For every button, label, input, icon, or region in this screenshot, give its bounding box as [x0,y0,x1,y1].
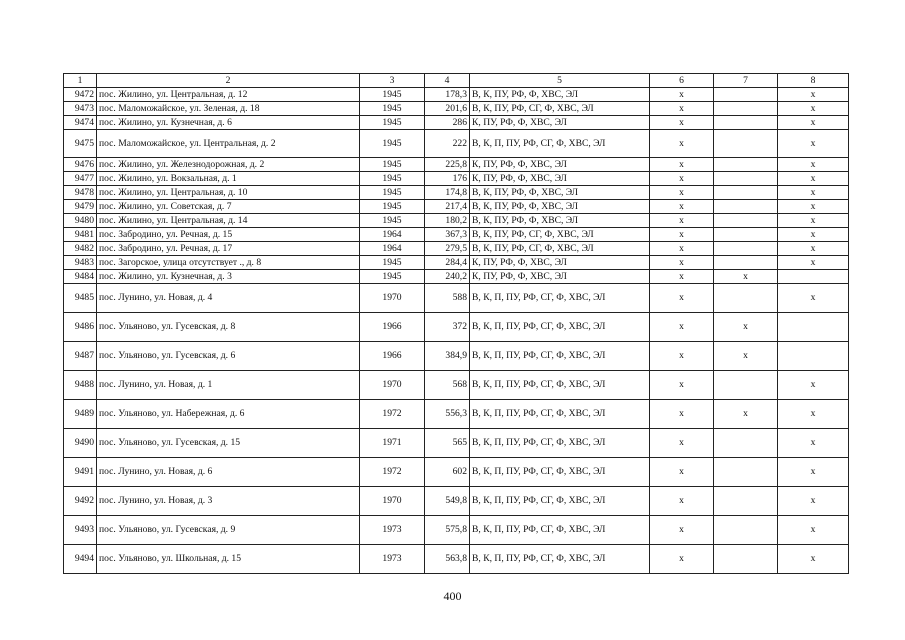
record-number-cell: 9493 [64,516,97,545]
services-cell: В, К, П, ПУ, РФ, СГ, Ф, ХВС, ЭЛ [470,313,650,342]
services-cell: В, К, П, ПУ, РФ, СГ, Ф, ХВС, ЭЛ [470,400,650,429]
area-cell: 602 [425,458,470,487]
record-number-cell: 9473 [64,102,97,116]
record-number-cell: 9474 [64,116,97,130]
flag-cell-7 [714,487,778,516]
year-cell: 1945 [360,214,425,228]
column-header: 1 [64,74,97,88]
year-cell: 1945 [360,130,425,158]
table-row [64,228,849,242]
flag-cell-8: х [778,458,849,487]
address-cell: пос. Ульяново, ул. Набережная, д. 6 [97,400,360,429]
area-cell: 549,8 [425,487,470,516]
services-cell: К, ПУ, РФ, Ф, ХВС, ЭЛ [470,172,650,186]
services-cell: В, К, ПУ, РФ, Ф, ХВС, ЭЛ [470,186,650,200]
table-row [64,400,849,429]
area-cell: 217,4 [425,200,470,214]
address-cell: пос. Лунино, ул. Новая, д. 6 [97,458,360,487]
table-row [64,172,849,186]
year-cell: 1945 [360,270,425,284]
flag-cell-6: х [650,487,714,516]
address-cell: пос. Жилино, ул. Кузнечная, д. 6 [97,116,360,130]
services-cell: В, К, П, ПУ, РФ, СГ, Ф, ХВС, ЭЛ [470,371,650,400]
table-row [64,313,849,342]
flag-cell-7 [714,88,778,102]
address-cell: пос. Забродино, ул. Речная, д. 15 [97,228,360,242]
table-row [64,130,849,158]
flag-cell-7 [714,284,778,313]
flag-cell-7 [714,242,778,256]
record-number-cell: 9475 [64,130,97,158]
year-cell: 1945 [360,186,425,200]
address-cell: пос. Ульяново, ул. Гусевская, д. 8 [97,313,360,342]
flag-cell-7 [714,172,778,186]
address-cell: пос. Жилино, ул. Вокзальная, д. 1 [97,172,360,186]
area-cell: 284,4 [425,256,470,270]
services-cell: В, К, П, ПУ, РФ, СГ, Ф, ХВС, ЭЛ [470,487,650,516]
flag-cell-8: х [778,400,849,429]
flag-cell-7: х [714,400,778,429]
record-number-cell: 9485 [64,284,97,313]
year-cell: 1966 [360,342,425,371]
area-cell: 367,3 [425,228,470,242]
column-header: 5 [470,74,650,88]
table-row [64,158,849,172]
table-row [64,371,849,400]
services-cell: В, К, ПУ, РФ, Ф, ХВС, ЭЛ [470,200,650,214]
flag-cell-8 [778,313,849,342]
year-cell: 1945 [360,256,425,270]
flag-cell-7: х [714,313,778,342]
area-cell: 225,8 [425,158,470,172]
flag-cell-8: х [778,256,849,270]
record-number-cell: 9481 [64,228,97,242]
year-cell: 1945 [360,88,425,102]
address-cell: пос. Жилино, ул. Железнодорожная, д. 2 [97,158,360,172]
address-cell: пос. Жилино, ул. Центральная, д. 12 [97,88,360,102]
year-cell: 1945 [360,102,425,116]
flag-cell-8: х [778,186,849,200]
area-cell: 279,5 [425,242,470,256]
flag-cell-7 [714,228,778,242]
year-cell: 1970 [360,487,425,516]
record-number-cell: 9484 [64,270,97,284]
year-cell: 1970 [360,284,425,313]
table-row [64,116,849,130]
year-cell: 1945 [360,116,425,130]
flag-cell-8: х [778,172,849,186]
column-header: 4 [425,74,470,88]
services-cell: В, К, П, ПУ, РФ, СГ, Ф, ХВС, ЭЛ [470,545,650,574]
flag-cell-6: х [650,200,714,214]
header-row [64,74,849,88]
table-row [64,342,849,371]
address-cell: пос. Жилино, ул. Центральная, д. 14 [97,214,360,228]
flag-cell-6: х [650,116,714,130]
flag-cell-8: х [778,429,849,458]
address-cell: пос. Лунино, ул. Новая, д. 3 [97,487,360,516]
housing-registry-table [63,73,849,574]
record-number-cell: 9487 [64,342,97,371]
record-number-cell: 9491 [64,458,97,487]
flag-cell-6: х [650,458,714,487]
flag-cell-6: х [650,516,714,545]
services-cell: В, К, П, ПУ, РФ, СГ, Ф, ХВС, ЭЛ [470,130,650,158]
services-cell: В, К, ПУ, РФ, Ф, ХВС, ЭЛ [470,88,650,102]
address-cell: пос. Лунино, ул. Новая, д. 1 [97,371,360,400]
services-cell: К, ПУ, РФ, Ф, ХВС, ЭЛ [470,270,650,284]
record-number-cell: 9478 [64,186,97,200]
table-row [64,429,849,458]
flag-cell-6: х [650,158,714,172]
flag-cell-8: х [778,545,849,574]
area-cell: 575,8 [425,516,470,545]
table-row [64,186,849,200]
table-row [64,516,849,545]
table-row [64,214,849,228]
flag-cell-7 [714,102,778,116]
table-row [64,88,849,102]
area-cell: 384,9 [425,342,470,371]
flag-cell-6: х [650,214,714,228]
flag-cell-8: х [778,130,849,158]
flag-cell-7 [714,186,778,200]
flag-cell-7 [714,545,778,574]
record-number-cell: 9480 [64,214,97,228]
column-header: 7 [714,74,778,88]
address-cell: пос. Загорское, улица отсутствует ., д. 8 [97,256,360,270]
flag-cell-7 [714,516,778,545]
table-row [64,200,849,214]
year-cell: 1964 [360,242,425,256]
year-cell: 1972 [360,400,425,429]
flag-cell-8: х [778,242,849,256]
year-cell: 1945 [360,200,425,214]
address-cell: пос. Ульяново, ул. Гусевская, д. 6 [97,342,360,371]
year-cell: 1972 [360,458,425,487]
flag-cell-7 [714,458,778,487]
flag-cell-7 [714,116,778,130]
area-cell: 176 [425,172,470,186]
column-header: 8 [778,74,849,88]
services-cell: В, К, П, ПУ, РФ, СГ, Ф, ХВС, ЭЛ [470,458,650,487]
flag-cell-6: х [650,172,714,186]
flag-cell-8: х [778,516,849,545]
flag-cell-7 [714,200,778,214]
flag-cell-8 [778,270,849,284]
table-row [64,545,849,574]
column-header: 6 [650,74,714,88]
address-cell: пос. Забродино, ул. Речная, д. 17 [97,242,360,256]
flag-cell-6: х [650,186,714,200]
services-cell: К, ПУ, РФ, Ф, ХВС, ЭЛ [470,158,650,172]
area-cell: 286 [425,116,470,130]
services-cell: В, К, П, ПУ, РФ, СГ, Ф, ХВС, ЭЛ [470,284,650,313]
area-cell: 222 [425,130,470,158]
flag-cell-6: х [650,545,714,574]
flag-cell-8: х [778,214,849,228]
record-number-cell: 9476 [64,158,97,172]
area-cell: 372 [425,313,470,342]
table-row [64,270,849,284]
year-cell: 1973 [360,516,425,545]
area-cell: 180,2 [425,214,470,228]
address-cell: пос. Жилино, ул. Советская, д. 7 [97,200,360,214]
area-cell: 588 [425,284,470,313]
address-cell: пос. Маломожайское, ул. Центральная, д. 2 [97,130,360,158]
address-cell: пос. Ульяново, ул. Гусевская, д. 9 [97,516,360,545]
flag-cell-8: х [778,228,849,242]
record-number-cell: 9488 [64,371,97,400]
table-row [64,458,849,487]
record-number-cell: 9482 [64,242,97,256]
flag-cell-7 [714,256,778,270]
year-cell: 1970 [360,371,425,400]
record-number-cell: 9479 [64,200,97,214]
flag-cell-6: х [650,371,714,400]
flag-cell-6: х [650,88,714,102]
flag-cell-8: х [778,200,849,214]
area-cell: 556,3 [425,400,470,429]
table-row [64,284,849,313]
flag-cell-7: х [714,342,778,371]
flag-cell-8: х [778,116,849,130]
area-cell: 174,8 [425,186,470,200]
table-row [64,487,849,516]
flag-cell-6: х [650,228,714,242]
flag-cell-6: х [650,313,714,342]
area-cell: 178,3 [425,88,470,102]
services-cell: В, К, ПУ, РФ, СГ, Ф, ХВС, ЭЛ [470,102,650,116]
flag-cell-6: х [650,242,714,256]
flag-cell-8 [778,342,849,371]
flag-cell-8: х [778,158,849,172]
year-cell: 1971 [360,429,425,458]
area-cell: 240,2 [425,270,470,284]
address-cell: пос. Маломожайское, ул. Зеленая, д. 18 [97,102,360,116]
record-number-cell: 9489 [64,400,97,429]
record-number-cell: 9490 [64,429,97,458]
services-cell: В, К, П, ПУ, РФ, СГ, Ф, ХВС, ЭЛ [470,342,650,371]
record-number-cell: 9477 [64,172,97,186]
flag-cell-6: х [650,400,714,429]
year-cell: 1966 [360,313,425,342]
address-cell: пос. Жилино, ул. Центральная, д. 10 [97,186,360,200]
year-cell: 1973 [360,545,425,574]
column-header: 3 [360,74,425,88]
flag-cell-6: х [650,102,714,116]
year-cell: 1945 [360,158,425,172]
flag-cell-7 [714,158,778,172]
area-cell: 568 [425,371,470,400]
flag-cell-6: х [650,429,714,458]
services-cell: В, К, ПУ, РФ, Ф, ХВС, ЭЛ [470,214,650,228]
area-cell: 565 [425,429,470,458]
flag-cell-8: х [778,102,849,116]
record-number-cell: 9494 [64,545,97,574]
flag-cell-8: х [778,88,849,102]
flag-cell-6: х [650,270,714,284]
address-cell: пос. Жилино, ул. Кузнечная, д. 3 [97,270,360,284]
services-cell: К, ПУ, РФ, Ф, ХВС, ЭЛ [470,116,650,130]
flag-cell-7 [714,130,778,158]
services-cell: В, К, ПУ, РФ, СГ, Ф, ХВС, ЭЛ [470,242,650,256]
column-header: 2 [97,74,360,88]
services-cell: В, К, ПУ, РФ, СГ, Ф, ХВС, ЭЛ [470,228,650,242]
area-cell: 563,8 [425,545,470,574]
flag-cell-7 [714,371,778,400]
flag-cell-6: х [650,256,714,270]
table-body [64,74,849,574]
flag-cell-8: х [778,371,849,400]
table-row [64,242,849,256]
table-row [64,102,849,116]
services-cell: К, ПУ, РФ, Ф, ХВС, ЭЛ [470,256,650,270]
flag-cell-7 [714,214,778,228]
address-cell: пос. Ульяново, ул. Гусевская, д. 15 [97,429,360,458]
flag-cell-6: х [650,130,714,158]
services-cell: В, К, П, ПУ, РФ, СГ, Ф, ХВС, ЭЛ [470,429,650,458]
flag-cell-7 [714,429,778,458]
flag-cell-7: х [714,270,778,284]
record-number-cell: 9486 [64,313,97,342]
flag-cell-8: х [778,487,849,516]
record-number-cell: 9483 [64,256,97,270]
services-cell: В, К, П, ПУ, РФ, СГ, Ф, ХВС, ЭЛ [470,516,650,545]
table-row [64,256,849,270]
record-number-cell: 9492 [64,487,97,516]
flag-cell-6: х [650,284,714,313]
area-cell: 201,6 [425,102,470,116]
flag-cell-6: х [650,342,714,371]
year-cell: 1945 [360,172,425,186]
page-number: 400 [443,589,462,603]
address-cell: пос. Лунино, ул. Новая, д. 4 [97,284,360,313]
flag-cell-8: х [778,284,849,313]
year-cell: 1964 [360,228,425,242]
address-cell: пос. Ульяново, ул. Школьная, д. 15 [97,545,360,574]
record-number-cell: 9472 [64,88,97,102]
